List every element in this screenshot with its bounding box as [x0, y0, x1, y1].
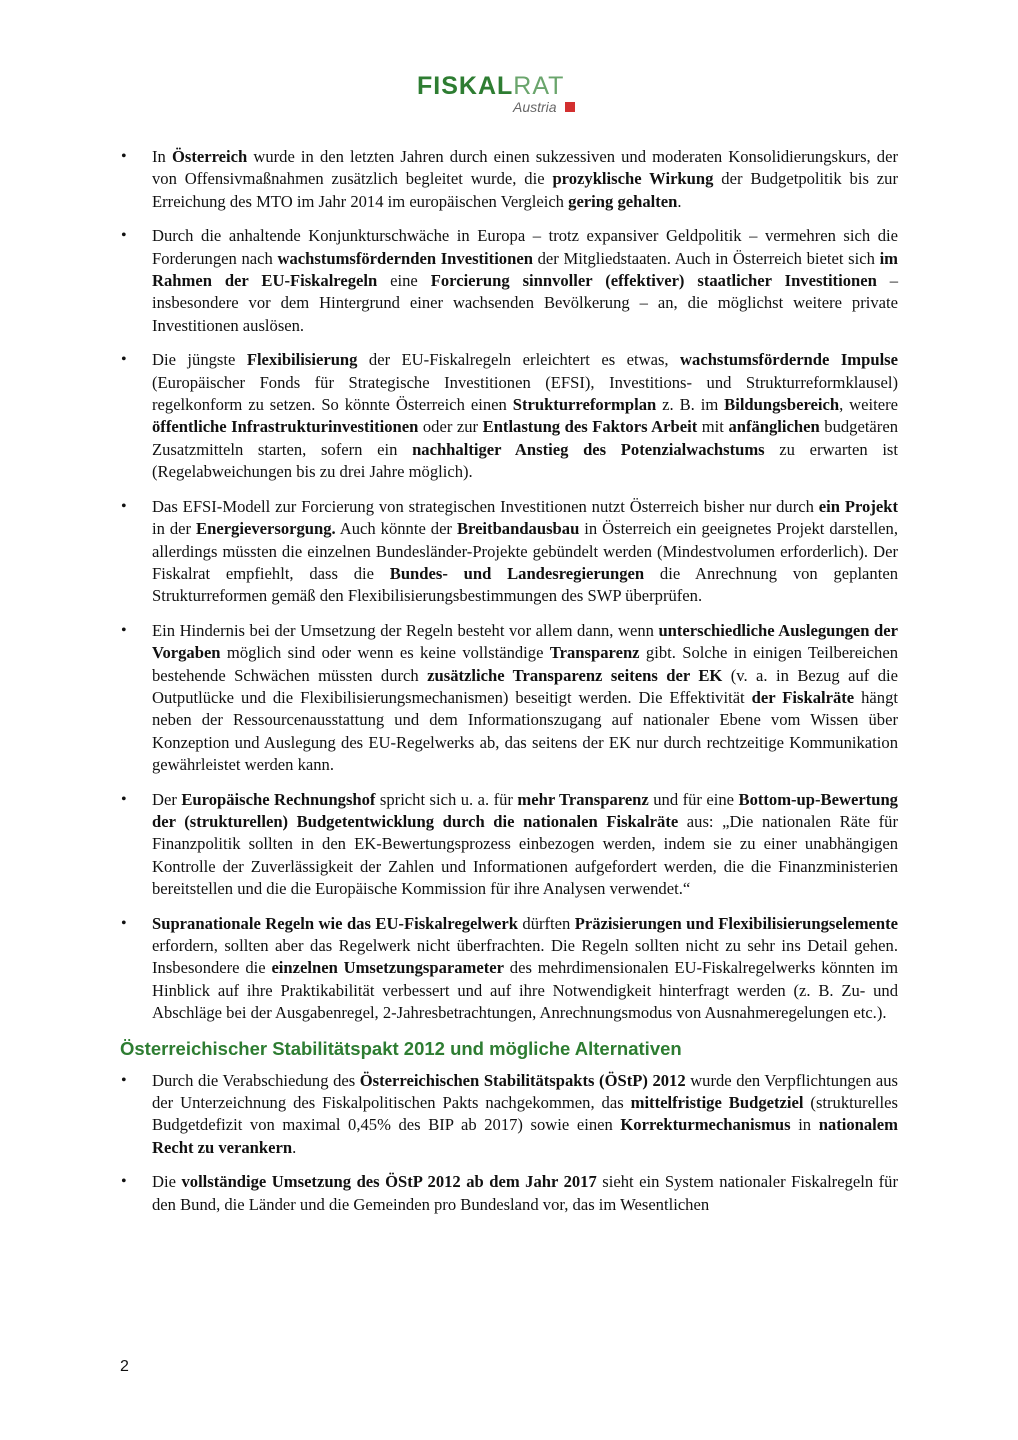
- bold-text: Korrekturmechanismus: [620, 1115, 791, 1135]
- bullet-item: [120, 1171, 898, 1216]
- text-run: sieht ein System nationaler Fiskalregeln für den Bund, die Länder und die Gemeinden pro Bundesland vor, das im Wesentlichen: [152, 1172, 898, 1214]
- text-run: die Anrechnung von geplanten Strukturreformen gemäß den Flexibilisierungsbestimmungen des SWP überprüfen.: [152, 563, 898, 606]
- bold-text: einzelnen Umsetzungsparameter: [271, 958, 504, 978]
- bold-text: Bundes- und Landesregierungen: [389, 563, 645, 583]
- text-run: in: [790, 1115, 819, 1135]
- bold-text: wachstumsfördernde Impulse: [680, 350, 899, 370]
- red-square-icon: [565, 102, 575, 112]
- bold-text: Präzisierungen und Flexibilisierungselemente: [574, 913, 898, 933]
- text-run: eine: [377, 271, 431, 291]
- text-run: (strukturelles Budgetdefizit von maximal 0,45% des BIP ab 2017) sowie einen: [152, 1093, 898, 1135]
- bullet-item: [120, 789, 898, 901]
- bold-text: Breitbandausbau: [456, 519, 580, 539]
- logo-text-rat: RAT: [513, 72, 565, 100]
- bold-text: anfänglichen: [728, 417, 820, 437]
- bullet-item: [120, 225, 898, 337]
- text-run: und für eine: [648, 789, 739, 809]
- text-run: mit: [697, 417, 729, 437]
- bold-text: Strukturreformplan: [512, 395, 657, 415]
- bold-text: Österreich: [171, 147, 248, 166]
- bold-text: vollständige Umsetzung des ÖStP 2012 ab dem Jahr 2017: [181, 1172, 597, 1192]
- bullet-icon: •: [121, 1071, 127, 1089]
- bullet-icon: •: [121, 497, 127, 515]
- text-run: möglich sind oder wenn es keine vollständige: [220, 643, 550, 663]
- bullet-list-stability-pact: [120, 1070, 898, 1216]
- text-run: Durch die Verabschiedung des: [152, 1070, 360, 1090]
- bullet-item: [120, 620, 898, 777]
- text-run: z. B. im: [656, 395, 725, 415]
- text-run: , weitere: [839, 395, 898, 415]
- bold-text: Energieversorgung.: [196, 519, 336, 539]
- text-run: – insbesondere vor dem Hintergrund einer wachsenden Bevölkerung – an, die möglichst weitere private Investitionen auslösen.: [152, 271, 899, 335]
- text-run: zu erwarten ist (Regelabweichungen bis zu drei Jahre möglich).: [152, 439, 899, 482]
- page-number: 2: [120, 1358, 129, 1375]
- bold-text: wachstumsfördernden Investitionen: [277, 248, 533, 268]
- bold-text: Transparenz: [549, 643, 640, 663]
- bold-text: der Fiskalräte: [751, 687, 855, 707]
- bullet-item: [120, 913, 898, 1025]
- bold-text: Supranationale Regeln wie das EU-Fiskalregelwerk: [152, 913, 518, 933]
- logo-wordmark: [417, 71, 597, 101]
- bullet-icon: •: [121, 351, 127, 369]
- text-run: wurde den Verpflichtungen aus der Unterzeichnung des Fiskalpolitischen Pakts nachgekommen, das: [152, 1070, 899, 1113]
- bold-text: Österreichischen Stabilitätspakts (ÖStP) 2012: [359, 1070, 686, 1090]
- text-run: der EU-Fiskalregeln erleichtert es etwas,: [357, 350, 681, 370]
- text-run: der Mitgliedstaaten. Auch in Österreich bietet sich: [532, 248, 880, 268]
- text-run: Der: [152, 789, 182, 809]
- text-run: in der: [152, 519, 197, 539]
- text-run: wurde in den letzten Jahren durch einen sukzessiven und moderaten Konsolidierungskurs, der von Offensivmaßnahmen zusätzlich begleitet wurde, die: [152, 147, 898, 189]
- bullet-icon: •: [121, 1173, 127, 1191]
- bullet-icon: •: [121, 227, 127, 245]
- bullet-icon: •: [121, 621, 127, 639]
- bullet-item: [120, 496, 898, 608]
- text-run: (Europäischer Fonds für Strategische Investitionen (EFSI), Investitions- und Strukturreformklausel) regelkonform zu setzen. So könnte Österreich einen: [152, 372, 898, 415]
- logo-subtitle-text: Austria: [513, 99, 557, 115]
- bold-text: unterschiedliche Auslegungen der Vorgaben: [152, 620, 899, 663]
- bullet-item: [120, 349, 898, 483]
- text-run: hängt neben der Ressourcenausstattung und dem Informationszugang auf nationaler Ebene vom Wissen über Konzeption und Auslegung des EU-Regelwerks ab, das seitens der EK nur durch rechtzeitige Kommunikation gewährleistet werden kann.: [152, 687, 899, 775]
- bold-text: nationalem Recht zu verankern: [152, 1115, 898, 1157]
- text-run: Die: [152, 1172, 182, 1192]
- bold-text: Forcierung sinnvoller (effektiver) staatlicher Investitionen: [430, 271, 877, 291]
- text-run: Durch die anhaltende Konjunkturschwäche in Europa – trotz expansiver Geldpolitik – vermehren sich die Forderungen nach: [152, 226, 898, 268]
- bold-text: im Rahmen der EU-Fiskalregeln: [152, 248, 898, 291]
- logo-text-fiskal: FISKAL: [417, 72, 514, 100]
- logo-subtitle: [513, 99, 575, 115]
- text-run: dürften: [517, 913, 575, 933]
- bold-text: mittelfristige Budgetziel: [630, 1093, 804, 1113]
- text-run: in Österreich ein geeignetes Projekt darstellen, allerdings müssten die einzelnen Bundesländer-Projekte gebündelt werden (Mindestvolumen erforderlich). Der Fiskalrat empfiehlt, dass die: [152, 519, 898, 583]
- bullet-item: [120, 146, 898, 213]
- text-run: .: [292, 1137, 297, 1157]
- bold-text: Flexibilisierung: [246, 350, 358, 370]
- text-run: Das EFSI-Modell zur Forcierung von strategischen Investitionen nutzt Österreich bisher nur durch: [152, 496, 819, 516]
- bold-text: ein Projekt: [818, 496, 898, 516]
- text-run: (v. a. in Bezug auf die Outputlücke und die Flexibilisierungsmechanismen) beseitigt werden. Die Effektivität: [152, 665, 899, 707]
- text-run: oder zur: [418, 417, 483, 437]
- bold-text: mehr Transparenz: [517, 789, 649, 809]
- section-heading: Österreichischer Stabilitätspakt 2012 und mögliche Alternativen: [120, 1037, 682, 1059]
- text-run: spricht sich u. a. für: [375, 789, 518, 809]
- bold-text: Entlastung des Faktors Arbeit: [482, 417, 698, 437]
- text-run: der Budgetpolitik bis zur Erreichung des MTO im Jahr 2014 im europäischen Vergleich: [152, 169, 898, 211]
- text-run: gibt. Solche in einigen Teilbereichen bestehende Schwächen müssten durch: [152, 643, 898, 685]
- text-run: des mehrdimensionalen EU-Fiskalregelwerks könnten im Hinblick auf ihre Praktikabilität verbessert und auf ihre Notwendigkeit hinterfragt werden (z. B. Zu- und Abschläge bei der Ausgabenregel, 2-Jahresbetrachtungen, Anrechnungsmodus von Ausnahmeregelungen etc.).: [152, 958, 898, 1023]
- text-run: erfordern, sollten aber das Regelwerk nicht überfrachten. Die Regeln sollten nicht zu sehr ins Detail gehen. Insbesondere die: [152, 936, 898, 978]
- text-run: In: [152, 147, 172, 166]
- fiskalrat-logo: [417, 71, 597, 121]
- text-run: budgetären Zusatzmitteln starten, sofern ein: [152, 417, 898, 459]
- text-run: aus: „Die nationalen Räte für Finanzpolitik sollten in den EK-Bewertungsprozess einbezogen werden, indem sie zu einer unabhängigen Kontrolle der Zuverlässigkeit der Zahlen und Informationen aufgefordert werden, die die Finanzministerien bereitstellen und die die Europäische Kommission für ihre Analysen verwendet.“: [152, 811, 898, 899]
- bold-text: Bottom-up-Bewertung der (strukturellen) Budgetentwicklung durch die nationalen Fiskalräte: [152, 789, 898, 831]
- bullet-icon: •: [121, 914, 127, 932]
- bold-text: Bildungsbereich: [724, 395, 840, 415]
- bold-text: nachhaltiger Anstieg des Potenzialwachstums: [412, 439, 765, 459]
- bold-text: öffentliche Infrastrukturinvestitionen: [152, 417, 419, 437]
- text-run: Auch könnte der: [335, 519, 457, 539]
- text-run: Ein Hindernis bei der Umsetzung der Regeln besteht vor allem dann, wenn: [152, 620, 659, 640]
- text-run: Die jüngste: [152, 350, 247, 370]
- bullet-icon: •: [121, 790, 127, 808]
- bullet-list-recommendations: [120, 146, 898, 1025]
- bold-text: prozyklische Wirkung: [552, 169, 714, 189]
- text-run: .: [677, 191, 682, 211]
- bold-text: zusätzliche Transparenz seitens der EK: [427, 665, 723, 685]
- bold-text: Europäische Rechnungshof: [181, 789, 376, 809]
- document-body: [120, 146, 898, 1228]
- bold-text: gering gehalten: [568, 191, 678, 211]
- bullet-item: [120, 1070, 898, 1160]
- bullet-icon: •: [121, 148, 127, 165]
